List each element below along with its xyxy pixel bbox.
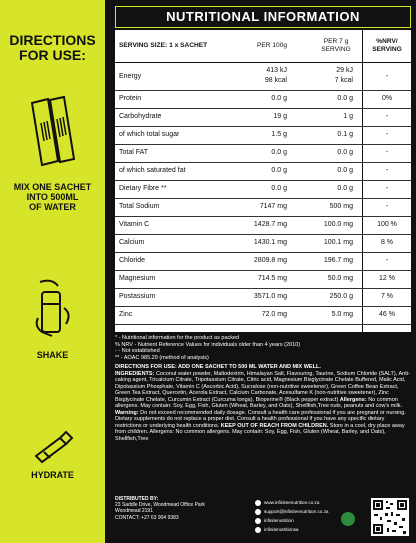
storage-text: Store in a cool, dry place away from children. Allergens: No common allergens. May contain: Soy, Egg, Fish, Gluten (Wheat, Barley, and Oats), Shellfish,Tree: [115, 422, 405, 442]
per100-value: 413 kJ: [266, 67, 287, 74]
per-serving-header: PER 7 g SERVING: [321, 38, 351, 53]
email-icon: [255, 509, 261, 515]
nutrient-label: Chloride: [119, 257, 146, 264]
per100-value: 1430.1 mg: [253, 239, 287, 246]
per-serving-value: 196.7 mg: [323, 257, 353, 264]
qr-code-icon[interactable]: [371, 498, 409, 536]
step1-text: MIX ONE SACHET INTO 500ML OF WATER: [13, 182, 92, 212]
facebook-icon: [255, 527, 261, 533]
table-row: [115, 144, 411, 163]
nutrient-label: Protein: [119, 95, 142, 102]
nutrient-label: Carbohydrate: [119, 113, 162, 120]
warning-text: Do not exceed recommended daily dosage. Consult a health care professional if you are pregnant or nursing. Dietary supplements do not replace a proper diet. Consult a health professional if you have any specific dietary restrictions or underlying health conditions.: [115, 409, 406, 429]
nutrition-panel: [107, 0, 416, 543]
table-row: [115, 126, 411, 145]
usage-heading: DIRECTIONS FOR USE: ADD ONE SACHET TO 500 ML WATER AND MIX WELL.: [115, 364, 321, 370]
nrv-value: 100 %: [377, 221, 397, 228]
keep-out-text: KEEP OUT OF REACH FROM CHILDREN.: [220, 422, 329, 429]
product-notes: [115, 335, 411, 442]
nutrition-table: [115, 30, 411, 332]
nrv-value: 8 %: [380, 239, 394, 246]
table-row: [115, 162, 411, 181]
per100-value: 7147 mg: [259, 203, 287, 210]
per100-value-secondary: 98 kcal: [264, 77, 287, 84]
table-row: [115, 288, 411, 307]
warning-heading: Warning:: [115, 409, 139, 416]
per100-value: 0.0 g: [271, 149, 287, 156]
table-header: [115, 30, 411, 63]
per100-value: 1.5 g: [271, 131, 287, 138]
email-link[interactable]: support@infiniteenutrition.co.za: [264, 509, 329, 514]
nrv-value: -: [385, 131, 389, 138]
per-serving-value: 500 mg: [329, 203, 353, 210]
nutrient-label: Zinc: [119, 311, 133, 318]
usage-paragraph: [115, 364, 411, 442]
per-serving-value: 29 kJ: [336, 67, 353, 74]
nrv-value: -: [385, 203, 389, 210]
per-serving-value: 0.0 g: [337, 95, 353, 102]
nrv-value: 7 %: [380, 293, 394, 300]
per-serving-value: 250.0 g: [329, 293, 353, 300]
nutrient-label: Magnesium: [119, 275, 156, 282]
table-row: [115, 180, 411, 199]
per-serving-value: 100.0 mg: [323, 221, 353, 228]
website-link[interactable]: www.infiniteenutrition.co.za: [264, 500, 320, 505]
nrv-value: -: [385, 149, 389, 156]
note-3: - - Not established: [115, 348, 160, 354]
nrv-header: %NRV/ SERVING: [372, 38, 402, 53]
per100-value: 72.0 mg: [261, 311, 287, 318]
social-handle-1[interactable]: infinitenutrition: [264, 518, 294, 523]
contact-links: [255, 498, 328, 534]
table-row: [115, 90, 411, 109]
per100-value: 0.0 g: [271, 167, 287, 174]
footer: [115, 496, 411, 542]
nutrient-label: Vitamin C: [119, 221, 150, 228]
globe-icon: [255, 500, 261, 506]
allergens-heading: Allergens:: [339, 396, 367, 403]
per100-value: 0.0 g: [271, 95, 287, 102]
step2-text: SHAKE: [36, 350, 69, 360]
per100-value: 2809.8 mg: [253, 257, 287, 264]
bottle-icon: [30, 428, 76, 468]
nrv-value: -: [385, 72, 389, 80]
instagram-icon: [255, 518, 261, 524]
nutrient-label: of which total sugar: [119, 131, 180, 138]
table-row: [115, 252, 411, 271]
nutrient-label: Postassium: [119, 293, 156, 300]
per100-value: 714.5 mg: [257, 275, 287, 282]
nutrient-label: Total FAT: [119, 149, 149, 156]
note-1: * - Nutritional information for the product as packed: [115, 335, 240, 341]
nrv-value: 46 %: [379, 311, 395, 318]
step3-text: HYDRATE: [31, 470, 74, 480]
distributor-info: DISTRIBUTED BY: 23 Saddle Drive, Woodmead Office Park Woodmead 2191 CONTACT: +27 63 904 9383: [115, 496, 205, 521]
table-row: [115, 216, 411, 235]
per-serving-value: 100.1 mg: [323, 239, 353, 246]
note-2: % NRV - Nutrient Reference Values for individuals older than 4 years (2010): [115, 341, 301, 348]
nrv-value: -: [385, 257, 389, 264]
per100-header: PER 100g: [257, 42, 288, 49]
table-row: [115, 63, 411, 91]
shake-icon: [32, 278, 76, 340]
directions-panel: [0, 0, 107, 543]
ingredients-text: Coconut water powder, Maltodextrin, Himalayan Salt, Flavouring, Taurine, Sodium Chloride (SALT), Anti-caking agent, Tricalcium Citrate, Tripotassium Citrate, Citric acid, Magnesium Bisglycinate Chelate Buffered, Malic Acid, Dipotassium Phosphate, Vitamin C (Ascorbic Acid), Sucralose (non-nutritive sweetener), Green Coffee Bean Extract, Green Tea Extract, Quercetin, Acerola Extract, Calcium Carbonate, Acesulfame K (non-nutritive sweetener), Zinc Bisglycinate Chelate, Curcumin Extract (Curcuma longa), Bioperine® (Black pepper extract): [115, 370, 410, 403]
sachets-icon: [28, 95, 80, 173]
nrv-value: 0%: [381, 95, 393, 102]
per100-value: 19 g: [273, 113, 287, 120]
nrv-value: -: [385, 185, 389, 192]
per-serving-value: 0.0 g: [337, 167, 353, 174]
per-serving-value: 0.1 g: [337, 131, 353, 138]
per-serving-value: 50.0 mg: [327, 275, 353, 282]
serving-size-header: SERVING SIZE: 1 x SACHET: [119, 42, 208, 49]
per-serving-value-secondary: 7 kcal: [334, 77, 353, 84]
per100-value: 1428.7 mg: [253, 221, 287, 228]
note-4: ** - AOAC 985.29 (method of analysis): [115, 354, 209, 361]
nutrient-label: Energy: [119, 72, 142, 80]
nutrient-label: Calcium: [119, 239, 145, 246]
nrv-value: -: [385, 113, 389, 120]
nutrient-label: Dietary Fibre **: [119, 185, 167, 192]
nutrient-label: of which saturated fat: [119, 167, 186, 174]
ingredients-heading: INGREDIENTS:: [115, 370, 155, 377]
per-serving-value: 5.0 mg: [331, 311, 353, 318]
allergens-text: No common allergens. May contain: Soy, Egg, Fish, Gluten (Wheat, Barley, and Oats), Shellfish,Tree nuts, peanuts and cow's milk.: [115, 396, 403, 409]
table-row: [115, 198, 411, 217]
directions-title: DIRECTIONS FOR USE:: [9, 32, 96, 63]
social-handle-2[interactable]: infinitenutritionsa: [264, 527, 299, 532]
per100-value: 0.0 g: [271, 185, 287, 192]
nrv-value: 12 %: [379, 275, 395, 282]
table-row: [115, 270, 411, 289]
table-row: [115, 234, 411, 253]
table-row: [115, 306, 411, 325]
certification-logo-icon: [341, 512, 355, 526]
per100-value: 3571.0 mg: [253, 293, 287, 300]
per-serving-value: 0.0 g: [337, 185, 353, 192]
table-row: [115, 108, 411, 127]
per-serving-value: 1 g: [343, 113, 353, 120]
per-serving-value: 0.0 g: [337, 149, 353, 156]
nutrition-title: NUTRITIONAL INFORMATION: [115, 6, 411, 28]
nrv-value: -: [385, 167, 389, 174]
nutrient-label: Total Sodium: [119, 203, 160, 210]
